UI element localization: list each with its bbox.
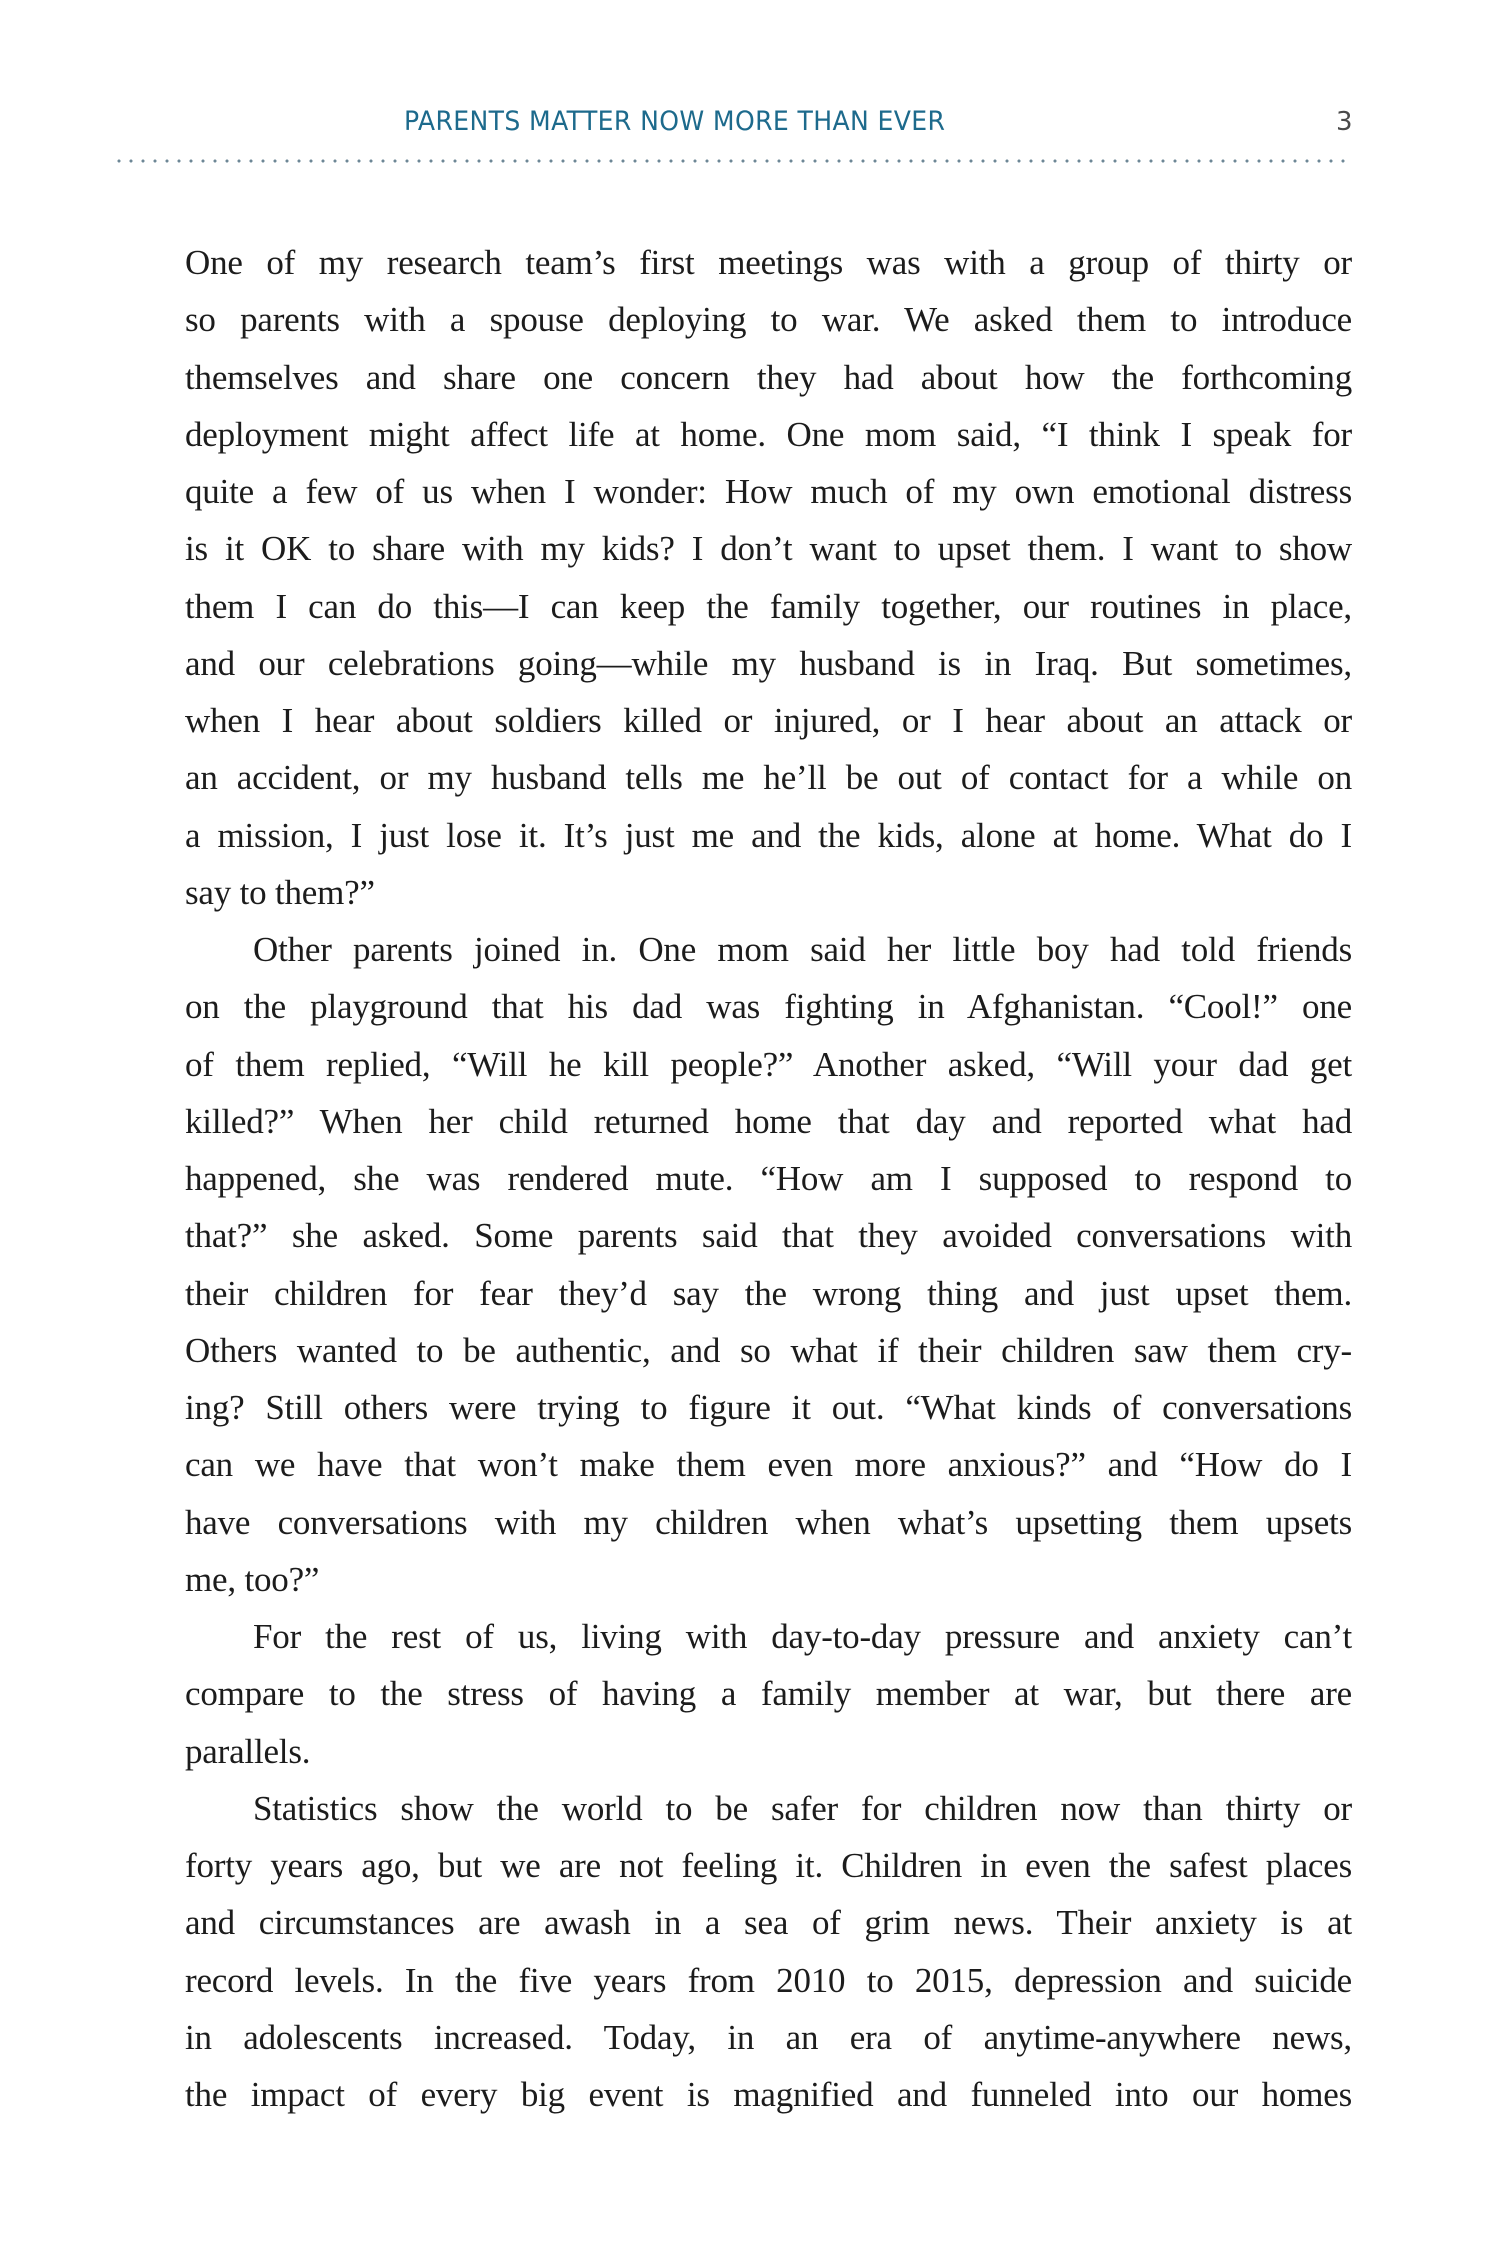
text-line: themselves and share one concern they had about how the forthcoming <box>185 357 1352 397</box>
text-line: Other parents joined in. One mom said her little boy had told friends <box>253 930 1352 969</box>
text-line: say to them?” <box>185 872 375 912</box>
text-line: a mission, I just lose it. It’s just me and the kids, alone at home. What do I <box>185 815 1352 855</box>
text-line: happened, she was rendered mute. “How am I supposed to respond to <box>185 1159 1352 1198</box>
text-line: One of my research team’s first meetings was with a group of thirty or <box>185 243 1352 282</box>
text-line: Statistics show the world to be safer for children now than thirty or <box>253 1788 1352 1828</box>
paragraph <box>185 930 1352 1617</box>
text-line: ing? Still others were trying to figure it out. “What kinds of conversations <box>185 1388 1352 1427</box>
text-line: and our celebrations going—while my husband is in Iraq. But sometimes, <box>185 643 1352 683</box>
text-line: is it OK to share with my kids? I don’t want to upset them. I want to show <box>185 529 1352 569</box>
text-line: compare to the stress of having a family member at war, but there are <box>185 1674 1352 1714</box>
text-line: can we have that won’t make them even more anxious?” and “How do I <box>185 1445 1352 1485</box>
dotted-rule-divider <box>113 159 1353 163</box>
text-line: have conversations with my children when what’s upsetting them upsets <box>185 1502 1352 1542</box>
text-line: For the rest of us, living with day-to-day pressure and anxiety can’t <box>253 1617 1352 1656</box>
paragraph <box>185 1617 1352 1789</box>
text-line: the impact of every big event is magnified and funneled into our homes <box>185 2075 1352 2114</box>
text-line: that?” she asked. Some parents said that they avoided conversations with <box>185 1216 1352 1256</box>
running-title: PARENTS MATTER NOW MORE THAN EVER <box>404 106 946 137</box>
paragraph <box>185 1789 1352 2133</box>
text-line: when I hear about soldiers killed or injured, or I hear about an attack or <box>185 701 1352 740</box>
page-number: 3 <box>1336 107 1353 137</box>
text-line: their children for fear they’d say the wrong thing and just upset them. <box>185 1273 1352 1313</box>
paragraph <box>185 243 1352 930</box>
text-line: Others wanted to be authentic, and so what if their children saw them cry- <box>185 1330 1352 1370</box>
text-line: quite a few of us when I wonder: How much of my own emotional distress <box>185 472 1352 511</box>
text-line: me, too?” <box>185 1559 320 1599</box>
text-line: record levels. In the five years from 2010 to 2015, depression and suicide <box>185 1960 1352 2000</box>
text-line: on the playground that his dad was fighting in Afghanistan. “Cool!” one <box>185 987 1352 1027</box>
text-line: deployment might affect life at home. One mom said, “I think I speak for <box>185 414 1352 454</box>
text-line: in adolescents increased. Today, in an era of anytime-anywhere news, <box>185 2017 1352 2057</box>
text-line: parallels. <box>185 1731 311 1771</box>
text-line: them I can do this—I can keep the family together, our routines in place, <box>185 586 1352 626</box>
text-line: an accident, or my husband tells me he’ll be out of contact for a while on <box>185 758 1352 798</box>
text-line: and circumstances are awash in a sea of grim news. Their anxiety is at <box>185 1903 1352 1943</box>
text-line: so parents with a spouse deploying to war. We asked them to introduce <box>185 300 1352 340</box>
text-line: killed?” When her child returned home that day and reported what had <box>185 1101 1352 1141</box>
text-line: of them replied, “Will he kill people?” Another asked, “Will your dad get <box>185 1044 1352 1084</box>
body-text <box>185 243 1352 2132</box>
running-head <box>0 104 1500 144</box>
text-line: forty years ago, but we are not feeling it. Children in even the safest places <box>185 1846 1352 1885</box>
